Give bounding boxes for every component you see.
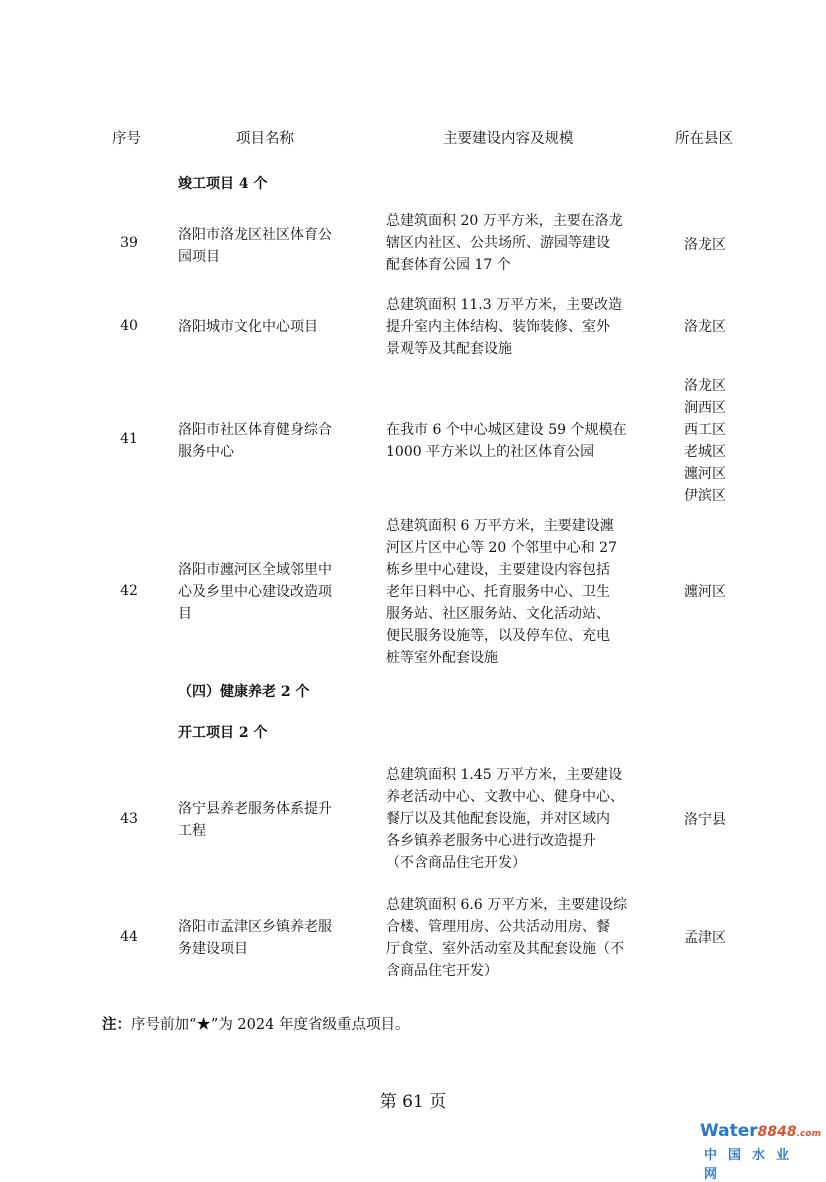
description-line: 配套体育公园 17 个 — [386, 257, 511, 273]
district-line: 洛龙区 — [684, 378, 726, 394]
description-line: 总建筑面积 6 万平方米，主要建设瀍 — [386, 518, 614, 534]
description-line: 含商品住宅开发） — [386, 963, 498, 979]
county-district — [660, 375, 750, 507]
section-health-elderly-care: （四）健康养老 2 个 — [178, 684, 310, 700]
row-number: 40 — [120, 318, 138, 334]
district-line: 瀍河区 — [684, 466, 726, 482]
project-description — [386, 515, 644, 669]
description-line: 在我市 6 个中心城区建设 59 个规模在 — [386, 422, 627, 438]
district-line: 伊滨区 — [684, 488, 726, 504]
description-line: 提升室内主体结构、装饰装修、室外 — [386, 319, 610, 335]
header-col-num: 序号 — [112, 131, 141, 147]
project-name — [178, 316, 358, 338]
district-line: 西工区 — [684, 422, 726, 438]
project-description — [386, 894, 644, 982]
county-district — [660, 809, 750, 831]
project-name-line: 洛阳市社区体育健身综合 — [178, 422, 332, 438]
district-line: 洛宁县 — [684, 812, 726, 828]
row-number: 42 — [120, 583, 138, 599]
description-line: 辖区内社区、公共场所、游园等建设 — [386, 235, 610, 251]
header-col-area: 所在县区 — [675, 131, 733, 147]
project-name — [178, 916, 358, 960]
description-line: 服务站、社区服务站、文化活动站、 — [386, 606, 610, 622]
county-district — [660, 927, 750, 949]
description-line: （不含商品住宅开发） — [386, 855, 526, 871]
district-line: 孟津区 — [684, 930, 726, 946]
project-name-line: 心及乡里中心建设改造项 — [178, 584, 332, 600]
project-name-line: 园项目 — [178, 249, 220, 265]
project-name — [178, 798, 358, 842]
header-col-name: 项目名称 — [236, 131, 294, 147]
project-name-line: 洛阳市孟津区乡镇养老服 — [178, 919, 332, 935]
row-number: 43 — [120, 811, 138, 827]
project-name-line: 工程 — [178, 823, 206, 839]
row-number: 39 — [120, 235, 138, 251]
project-name-line: 洛阳市瀍河区全域邻里中 — [178, 562, 332, 578]
project-name-line: 服务中心 — [178, 444, 234, 460]
district-line: 涧西区 — [684, 400, 726, 416]
description-line: 合楼、管理用房、公共活动用房、餐 — [386, 919, 610, 935]
project-name-line: 务建设项目 — [178, 941, 248, 957]
description-line: 景观等及其配套设施 — [386, 341, 512, 357]
project-name-line: 洛宁县养老服务体系提升 — [178, 801, 332, 817]
footnote-text: 序号前加“★”为 2024 年度省级重点项目。 — [131, 1017, 410, 1033]
description-line: 养老活动中心、文教中心、健身中心、 — [386, 789, 624, 805]
project-name — [178, 224, 358, 268]
description-line: 河区片区中心等 20 个邻里中心和 27 — [386, 540, 617, 556]
description-line: 总建筑面积 20 万平方米，主要在洛龙 — [386, 213, 623, 229]
watermark-number: 8848 — [757, 1124, 797, 1140]
watermark-logo — [700, 1121, 821, 1182]
district-line: 老城区 — [684, 444, 726, 460]
description-line: 各乡镇养老服务中心进行改造提升 — [386, 833, 596, 849]
district-line: 洛龙区 — [684, 319, 726, 335]
district-line: 洛龙区 — [684, 237, 726, 253]
description-line: 总建筑面积 1.45 万平方米，主要建设 — [386, 767, 623, 783]
page-number: 第 61 页 — [379, 1092, 447, 1112]
project-name — [178, 559, 358, 625]
description-line: 栋乡里中心建设，主要建设内容包括 — [386, 562, 610, 578]
description-line: 总建筑面积 11.3 万平方米，主要改造 — [386, 297, 623, 313]
header-col-desc: 主要建设内容及规模 — [443, 131, 574, 147]
project-name-line: 洛阳城市文化中心项目 — [178, 319, 318, 335]
project-name-line: 洛阳市洛龙区社区体育公 — [178, 227, 332, 243]
section-started: 开工项目 2 个 — [178, 725, 268, 741]
description-line: 老年日料中心、托育服务中心、卫生 — [386, 584, 610, 600]
county-district — [660, 234, 750, 256]
watermark-brand: Water — [700, 1121, 758, 1141]
project-description — [386, 294, 644, 360]
row-number: 44 — [120, 929, 138, 945]
watermark-chinese: 中国水业网 — [704, 1148, 801, 1182]
project-name-line: 目 — [178, 606, 192, 622]
description-line: 总建筑面积 6.6 万平方米，主要建设综 — [386, 897, 628, 913]
project-description — [386, 764, 644, 874]
district-line: 瀍河区 — [684, 584, 726, 600]
project-name — [178, 419, 358, 463]
county-district — [660, 316, 750, 338]
project-description — [386, 210, 644, 276]
description-line: 厅食堂、室外活动室及其配套设施（不 — [386, 941, 624, 957]
footnote-label: 注： — [102, 1016, 131, 1033]
watermark-suffix: .com — [796, 1129, 821, 1139]
description-line: 桩等室外配套设施 — [386, 650, 498, 666]
footnote — [102, 1013, 409, 1034]
project-description — [386, 419, 644, 463]
county-district — [660, 581, 750, 603]
description-line: 1000 平方米以上的社区体育公园 — [386, 444, 595, 460]
description-line: 便民服务设施等，以及停车位、充电 — [386, 628, 610, 644]
row-number: 41 — [120, 431, 138, 447]
section-completed: 竣工项目 4 个 — [178, 176, 268, 192]
description-line: 餐厅以及其他配套设施，并对区域内 — [386, 811, 610, 827]
